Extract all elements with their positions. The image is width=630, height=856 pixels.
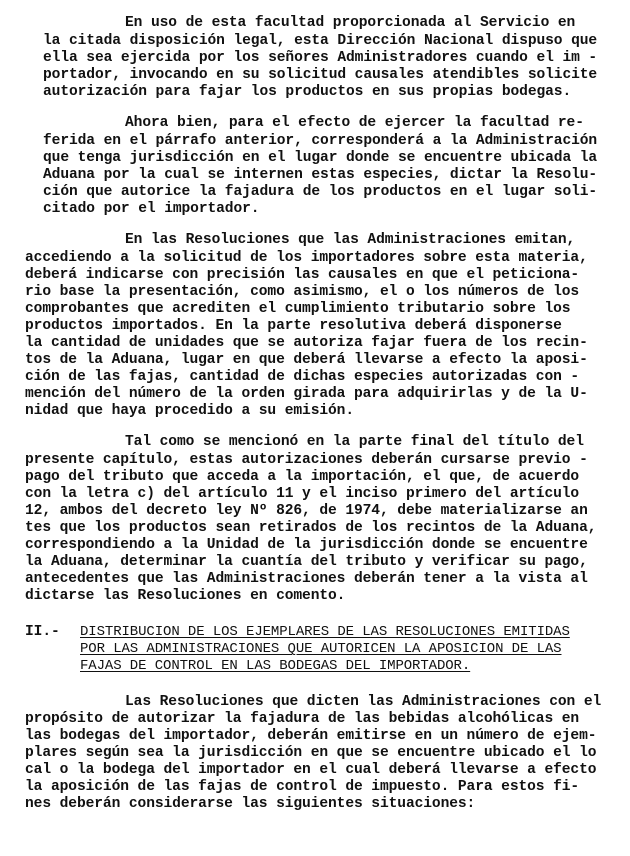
paragraph-2-line-3: que tenga jurisdicción en el lugar donde se encuentre ubicada la [43, 150, 598, 166]
paragraph-4-line-8: la Aduana, determinar la cuantía del tributo y verificar su pago, [25, 554, 588, 570]
paragraph-3-line-4: rio base la presentación, como asimismo, el o los números de los [25, 284, 580, 300]
paragraph-5-line-1: Las Resoluciones que dicten las Administraciones con el [125, 694, 602, 710]
paragraph-2-line-4: Aduana por la cual se internen estas especies, dictar la Resolu- [43, 167, 598, 183]
paragraph-3-line-7: la cantidad de unidades que se autoriza fajar fuera de los recin- [25, 335, 588, 351]
section-2-title-line-2: POR LAS ADMINISTRACIONES QUE AUTORICEN LA APOSICION DE LAS [80, 641, 562, 657]
paragraph-1-line-3: ella sea ejercida por los señores Administradores cuando el im - [43, 50, 598, 66]
paragraph-5-line-5: cal o la bodega del importador en el cual deberá llevarse a efecto [25, 762, 597, 778]
paragraph-3-line-10: mención del número de la orden girada para adquirirlas y de la U- [25, 386, 588, 402]
paragraph-4-line-6: tes que los productos sean retirados de los recintos de la Aduana, [25, 520, 597, 536]
paragraph-5-line-2: propósito de autorizar la fajadura de las bebidas alcohólicas en [25, 711, 580, 727]
paragraph-3-line-9: ción de las fajas, cantidad de dichas especies autorizadas con - [25, 369, 580, 385]
paragraph-2-line-1: Ahora bien, para el efecto de ejercer la facultad re- [125, 115, 584, 131]
paragraph-1-line-2: la citada disposición legal, esta Dirección Nacional dispuso que [43, 33, 598, 49]
paragraph-4-line-4: con la letra c) del artículo 11 y el inciso primero del artículo [25, 486, 580, 502]
paragraph-4-line-5: 12, ambos del decreto ley Nº 826, de 1974, debe materializarse an [25, 503, 588, 519]
paragraph-2-line-2: ferida en el párrafo anterior, corresponderá a la Administración [43, 133, 598, 149]
paragraph-3-line-11: nidad que haya procedido a su emisión. [25, 403, 354, 419]
paragraph-3-line-8: tos de la Aduana, lugar en que deberá llevarse a efecto la aposi- [25, 352, 588, 368]
section-2-title-line-1: DISTRIBUCION DE LOS EJEMPLARES DE LAS RESOLUCIONES EMITIDAS [80, 624, 570, 640]
paragraph-3-line-2: accediendo a la solicitud de los importadores sobre esta materia, [25, 250, 588, 266]
paragraph-4-line-3: pago del tributo que acceda a la importación, el que, de acuerdo [25, 469, 580, 485]
paragraph-5-line-7: nes deberán considerarse las siguientes situaciones: [25, 796, 476, 812]
paragraph-4-line-2: presente capítulo, estas autorizaciones deberán cursarse previo - [25, 452, 588, 468]
paragraph-5-line-4: plares según sea la jurisdicción en que se encuentre ubicado el lo [25, 745, 597, 761]
paragraph-3-line-5: comprobantes que acrediten el cumplimiento tributario sobre los [25, 301, 571, 317]
paragraph-5-line-6: la aposición de las fajas de control de impuesto. Para estos fi- [25, 779, 580, 795]
paragraph-2-line-5: ción que autorice la fajadura de los productos en el lugar soli- [43, 184, 598, 200]
paragraph-5-line-3: las bodegas del importador, deberán emitirse en un número de ejem- [25, 728, 597, 744]
paragraph-1-line-4: portador, invocando en su solicitud causales atendibles solicite [43, 67, 598, 83]
paragraph-3-line-3: deberá indicarse con precisión las causales en que el peticiona- [25, 267, 580, 283]
paragraph-3-line-1: En las Resoluciones que las Administraciones emitan, [125, 232, 576, 248]
paragraph-4-line-7: correspondiendo a la Unidad de la jurisdicción donde se encuentre [25, 537, 588, 553]
paragraph-4-line-10: dictarse las Resoluciones en comento. [25, 588, 346, 604]
paragraph-4-line-1: Tal como se mencionó en la parte final del título del [125, 434, 584, 450]
paragraph-1-line-1: En uso de esta facultad proporcionada al Servicio en [125, 15, 576, 31]
section-2-title-line-3: FAJAS DE CONTROL EN LAS BODEGAS DEL IMPORTADOR. [80, 658, 471, 674]
section-2-number: II.- [25, 624, 60, 640]
paragraph-2-line-6: citado por el importador. [43, 201, 260, 217]
paragraph-3-line-6: productos importados. En la parte resolutiva deberá disponerse [25, 318, 562, 334]
paragraph-1-line-5: autorización para fajar los productos en sus propias bodegas. [43, 84, 572, 100]
paragraph-4-line-9: antecedentes que las Administraciones deberán tener a la vista al [25, 571, 588, 587]
